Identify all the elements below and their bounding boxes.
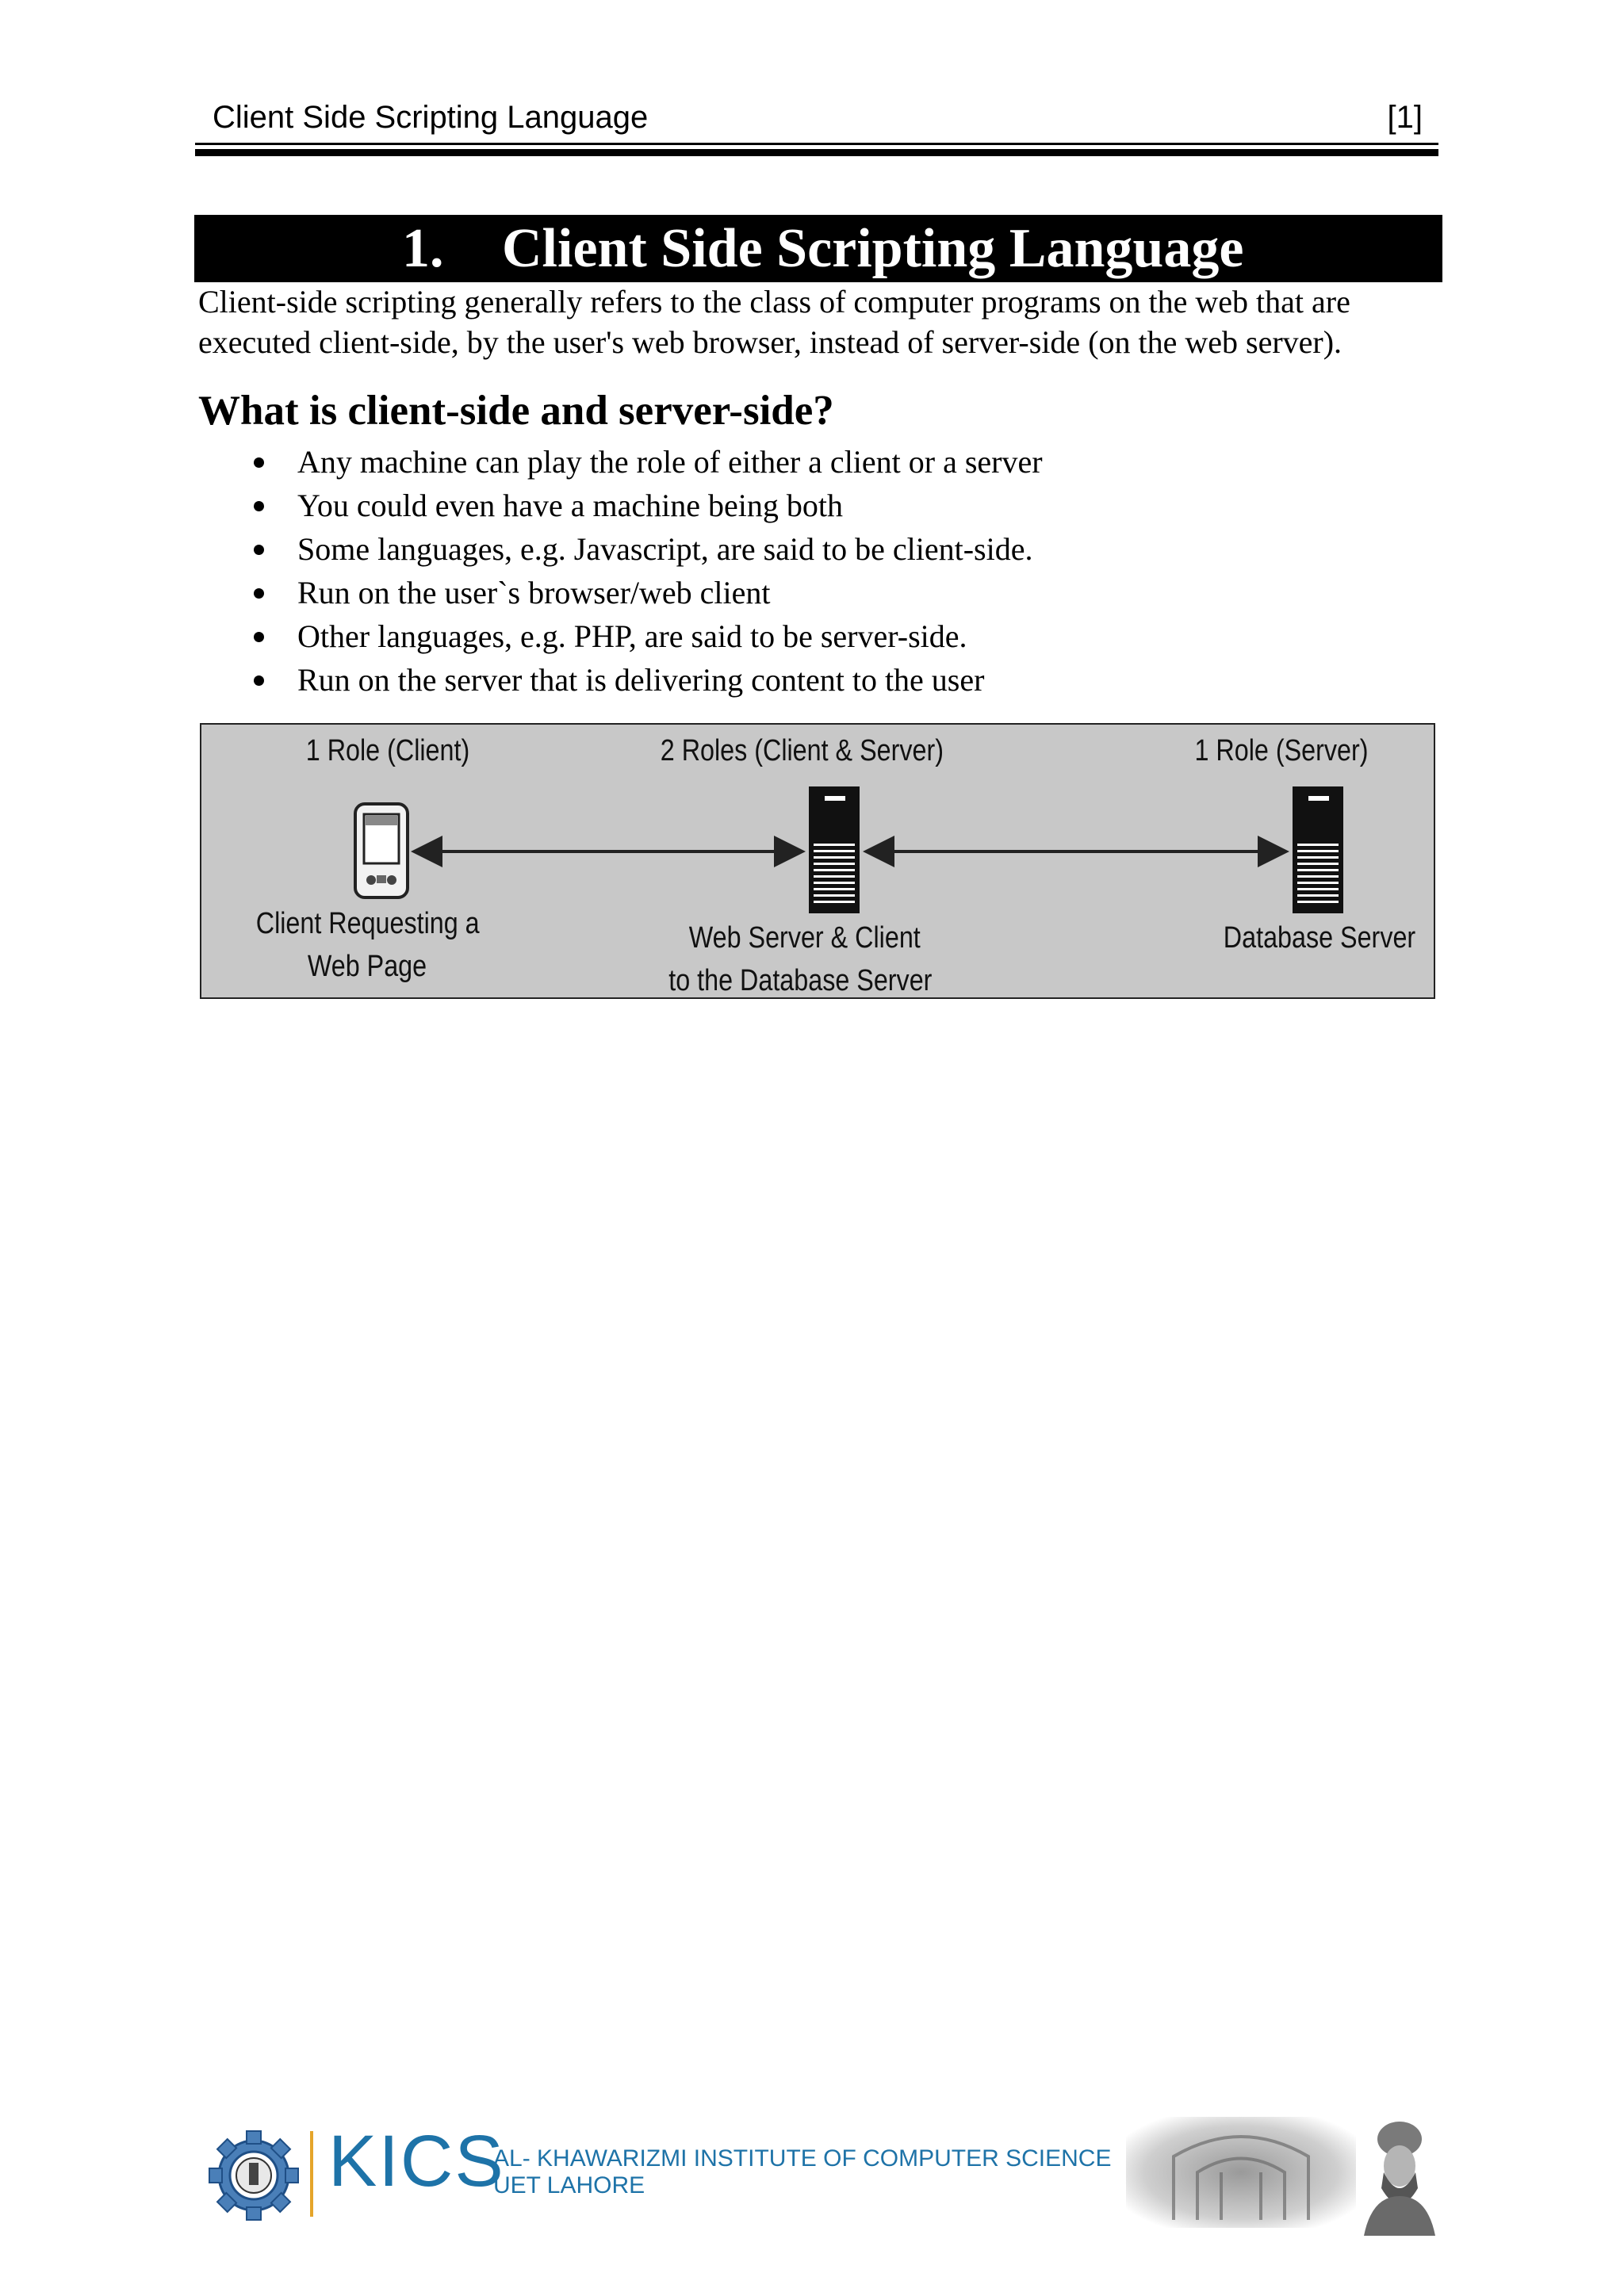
list-item-text: Some languages, e.g. Javascript, are said to be client-side.	[297, 531, 1033, 567]
bullet-icon	[254, 545, 264, 555]
chapter-number: 1.	[402, 218, 444, 279]
logo-divider	[310, 2131, 313, 2217]
section-heading: What is client-side and server-side?	[198, 388, 834, 434]
list-item	[0, 527, 1624, 571]
institute-name: AL- KHAWARIZMI INSTITUTE OF COMPUTER SCIENCE	[493, 2145, 1112, 2172]
list-item-text: You could even have a machine being both	[297, 488, 843, 523]
list-item	[0, 440, 1624, 484]
client-server-diagram	[200, 723, 1435, 999]
caption-database-server: Database Server	[1223, 921, 1416, 955]
list-item-text: Any machine can play the role of either a client or a server	[297, 444, 1043, 480]
footer-heritage-image	[1126, 2109, 1435, 2236]
list-item	[0, 658, 1624, 702]
bullet-icon	[254, 501, 264, 511]
chapter-banner	[194, 215, 1442, 282]
page-number: [1]	[1387, 100, 1423, 135]
intro-paragraph: Client-side scripting generally refers to the class of computer programs on the web that are executed client-side, by the user's web browser, instead of server-side (on the web server).	[198, 284, 1350, 360]
bullet-icon	[254, 632, 264, 642]
list-item-text: Run on the user`s browser/web client	[297, 575, 771, 610]
list-item	[0, 484, 1624, 527]
caption-client-line2: Web Page	[307, 950, 427, 983]
web-server-icon	[809, 786, 860, 913]
pda-device-icon	[355, 804, 408, 897]
bullet-list	[0, 440, 1624, 702]
scholar-portrait-icon	[1364, 2122, 1435, 2236]
kics-wordmark: KICS	[328, 2121, 505, 2202]
bullet-icon	[254, 675, 264, 686]
role-label-both: 2 Roles (Client & Server)	[660, 734, 944, 767]
bullet-icon	[254, 457, 264, 468]
list-item-text: Run on the server that is delivering content to the user	[297, 662, 985, 698]
caption-middle-line2: to the Database Server	[668, 964, 933, 997]
database-server-icon	[1293, 786, 1343, 913]
header-rule-thick	[195, 149, 1438, 156]
list-item-text: Other languages, e.g. PHP, are said to be server-side.	[297, 618, 967, 654]
header-rule-thin	[195, 143, 1438, 145]
running-header-title: Client Side Scripting Language	[213, 100, 649, 135]
chapter-title: Client Side Scripting Language	[502, 218, 1244, 279]
list-item	[0, 571, 1624, 614]
institute-location: UET LAHORE	[493, 2172, 645, 2198]
role-label-client: 1 Role (Client)	[305, 734, 470, 767]
list-item	[0, 614, 1624, 658]
kics-gear-logo-icon	[208, 2130, 300, 2221]
caption-client-line1: Client Requesting a	[255, 907, 480, 940]
bullet-icon	[254, 588, 264, 599]
caption-middle-line1: Web Server & Client	[688, 921, 921, 955]
role-label-server: 1 Role (Server)	[1194, 734, 1369, 767]
